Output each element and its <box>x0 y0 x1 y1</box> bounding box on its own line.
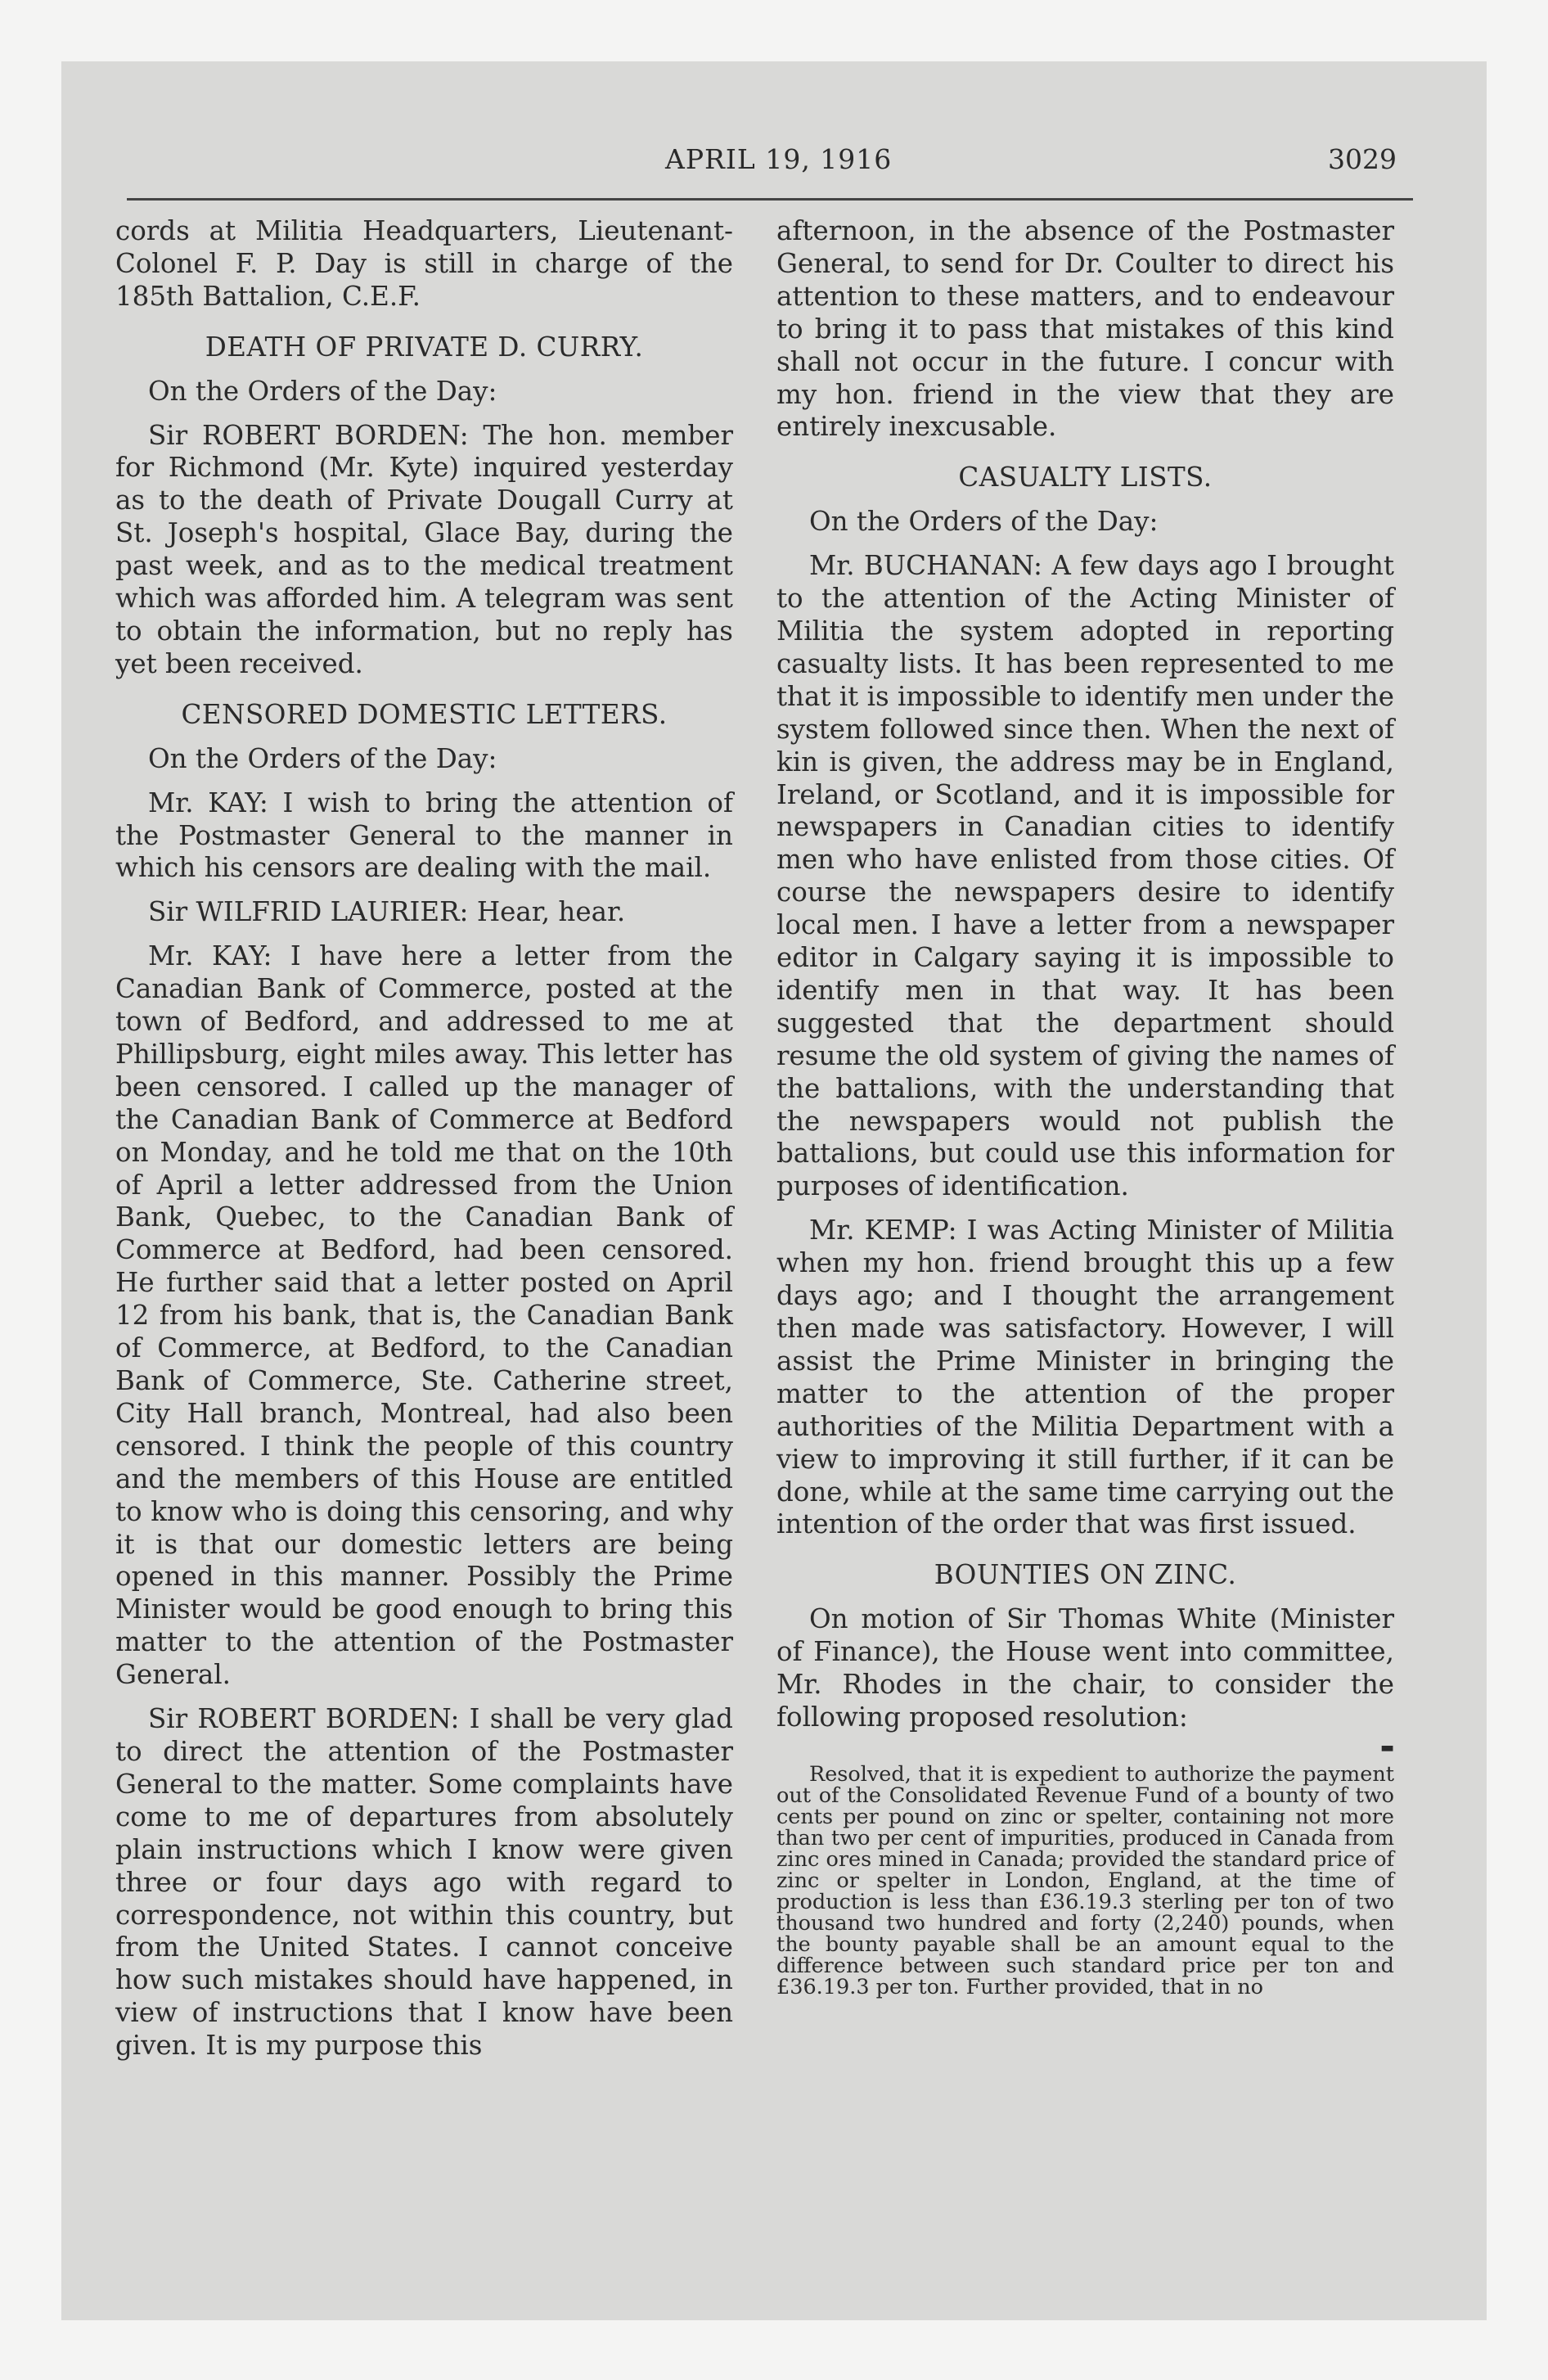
orders-line: On the Orders of the Day: <box>148 742 497 774</box>
paragraph: Mr. KAY: I wish to bring the attention of the Postmaster General to the manner in which his censors are dealing with the mail. <box>115 787 733 884</box>
paragraph: Mr. KEMP: I was Acting Minister of Militia when my hon. friend brought this up a few days ago; and I thought the arrangement then made was satisfactory. However, I will assist the Prime Minister in bringing the matter to the attention of the proper authorities of the Militia Department with a view to improving it still further, if it can be done, while at the same time carrying out the intention of the order that was first issued. <box>776 1215 1394 1540</box>
header-rule <box>127 198 1413 201</box>
section-heading: BOUNTIES ON ZINC. <box>934 1559 1237 1591</box>
paragraph: Sir ROBERT BORDEN: I shall be very glad to direct the attention of the Postmaster General to the matter. Some complaints have come to me of departures from absolutely plain instructions which I know were given three or four days ago with regard to correspondence, not within this country, but from the United States. I cannot conceive how such mistakes should have happened, in view of instructions that I know have been given. It is my purpose this <box>115 1703 733 2062</box>
right-column <box>776 215 1394 2009</box>
header-date: APRIL 19, 1916 <box>665 143 893 175</box>
orders-line: On the Orders of the Day: <box>148 375 497 407</box>
paragraph: Sir WILFRID LAURIER: Hear, hear. <box>148 896 626 928</box>
dash-mark: ▬ <box>1379 1738 1394 1756</box>
section-heading: DEATH OF PRIVATE D. CURRY. <box>205 331 644 363</box>
paragraph: Sir ROBERT BORDEN: The hon. member for Richmond (Mr. Kyte) inquired yesterday as to the death of Private Dougall Curry at St. Joseph's hospital, Glace Bay, during the past week, and as to the medical treatment which was afforded him. A telegram was sent to obtain the information, but no reply has yet been received. <box>115 419 733 679</box>
paragraph: Mr. BUCHANAN: A few days ago I brought to the attention of the Acting Minister of Militia the system adopted in reporting casualty lists. It has been represented to me that it is impossible to identify men under the system followed since then. When the next of kin is given, the address may be in England, Ireland, or Scotland, and it is impossible for newspapers in Canadian cities to identify men who have enlisted from those cities. Of course the newspapers desire to identify local men. I have a letter from a newspaper editor in Calgary saying it is impossible to identify men in that way. It has been suggested that the department should resume the old system of giving the names of the battalions, with the understanding that the newspapers would not publish the battalions, but could use this information for purposes of identification. <box>776 550 1394 1202</box>
paragraph: afternoon, in the absence of the Postmaster General, to send for Dr. Coulter to direct his attention to these matters, and to endeavour to bring it to pass that mistakes of this kind shall not occur in the future. I concur with my hon. friend in the view that they are entirely inexcusable. <box>776 215 1394 443</box>
page-number: 3029 <box>1328 143 1397 175</box>
resolution-text: Resolved, that it is expedient to authorize the payment out of the Consolidated Revenue Fund of a bounty of two cents per pound on zinc or spelter, containing not more than two per cent of impurities, produced in Canada from zinc ores mined in Canada; provided the standard price of zinc or spelter in London, England, at the time of production is less than £36.19.3 sterling per ton of two thousand two hundred and forty (2,240) pounds, when the bounty payable shall be an amount equal to the difference between such standard price per ton and £36.19.3 per ton. Further provided, that in no <box>776 1761 1394 1999</box>
left-column <box>115 215 733 2074</box>
paragraph: On motion of Sir Thomas White (Minister of Finance), the House went into committee, Mr. Rhodes in the chair, to consider the following proposed resolution: <box>776 1603 1394 1733</box>
paragraph: cords at Militia Headquarters, Lieutenant-Colonel F. P. Day is still in charge of the 185th Battalion, C.E.F. <box>115 215 733 312</box>
section-heading: CENSORED DOMESTIC LETTERS. <box>181 698 668 730</box>
section-heading: CASUALTY LISTS. <box>958 462 1213 494</box>
scanned-page <box>61 61 1487 2320</box>
orders-line: On the Orders of the Day: <box>809 506 1159 538</box>
paragraph: Mr. KAY: I have here a letter from the Canadian Bank of Commerce, posted at the town of Bedford, and addressed to me at Phillipsburg, eight miles away. This letter has been censored. I called up the manager of the Canadian Bank of Commerce at Bedford on Monday, and he told me that on the 10th of April a letter addressed from the Union Bank, Quebec, to the Canadian Bank of Commerce at Bedford, had been censored. He further said that a letter posted on April 12 from his bank, that is, the Canadian Bank of Commerce, at Bedford, to the Canadian Bank of Commerce, Ste. Catherine street, City Hall branch, Montreal, had also been censored. I think the people of this country and the members of this House are entitled to know who is doing this censoring, and why it is that our domestic letters are being opened in this manner. Possibly the Prime Minister would be good enough to bring this matter to the attention of the Postmaster General. <box>115 940 733 1691</box>
page-header <box>61 61 1487 209</box>
